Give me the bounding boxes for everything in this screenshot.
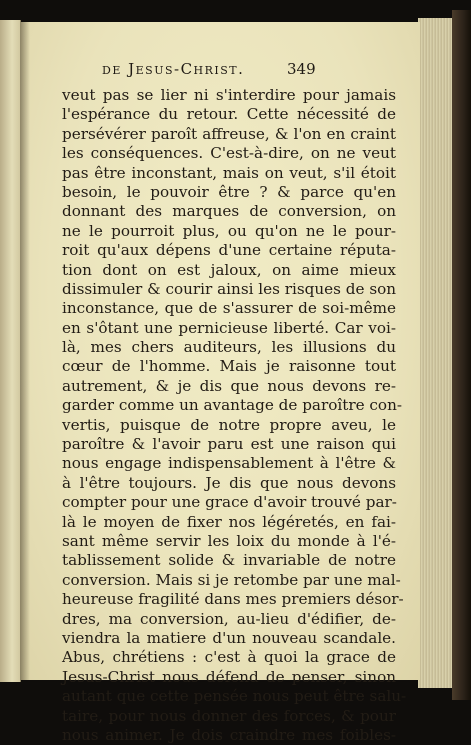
text-line: à l'être toujours. Je dis que nous devons <box>62 473 396 492</box>
text-line: ne le pourroit plus, ou qu'on ne le pour- <box>62 221 396 240</box>
text-line: compter pour une grace d'avoir trouvé par- <box>62 493 397 512</box>
text-line: tion dont on est jaloux, on aime mieux <box>62 260 396 279</box>
text-line: roit qu'aux dépens d'une certaine réputa- <box>62 241 396 260</box>
gutter-shadow <box>20 22 30 680</box>
text-line: pas être inconstant, mais on veut, s'il étoit <box>62 163 396 182</box>
text-line: viendra la matiere d'un nouveau scandale. <box>62 628 396 647</box>
facing-page-edge <box>0 20 21 682</box>
text-line: conversion. Mais si je retombe par une mal- <box>62 570 401 589</box>
body-text <box>62 86 407 745</box>
text-line: paroître & l'avoir paru est une raison qui <box>62 435 396 454</box>
text-line: nous engage indispensablement à l'être & <box>62 454 396 473</box>
running-head <box>20 60 420 82</box>
text-line: donnant des marques de conversion, on <box>62 202 396 221</box>
text-line: dres, ma conversion, au-lieu d'édifier, de- <box>62 609 396 628</box>
text-line: persévérer paroît affreuse, & l'on en craint <box>62 124 396 143</box>
text-line: Abus, chrétiens : c'est à quoi la grace de <box>62 648 396 667</box>
text-line: Jesus-Christ nous défend de penser, sinon <box>62 667 396 686</box>
text-line: besoin, le pouvoir être ? & parce qu'en <box>62 182 396 201</box>
text-line: inconstance, que de s'assurer de soi-même <box>62 299 396 318</box>
text-line: garder comme un avantage de paroître con- <box>62 396 402 415</box>
book-page <box>20 22 420 744</box>
text-line: vertis, puisque de notre propre aveu, le <box>62 415 396 434</box>
text-line: heureuse fragilité dans mes premiers désor- <box>62 590 404 609</box>
text-line: là, mes chers auditeurs, les illusions du <box>62 338 396 357</box>
text-line: l'espérance du retour. Cette nécessité de <box>62 105 396 124</box>
text-line: les conséquences. C'est-à-dire, on ne veut <box>62 144 396 163</box>
text-line: sant même servir les loix du monde à l'é- <box>62 531 396 550</box>
running-title: de Jesus-Christ. <box>102 60 245 78</box>
text-line: en s'ôtant une pernicieuse liberté. Car voi- <box>62 318 396 337</box>
page-number: 349 <box>287 60 316 78</box>
text-line: dissimuler & courir ainsi les risques de son <box>62 279 397 298</box>
text-line: tablissement solide & invariable de notre <box>62 551 396 570</box>
text-line: cœur de l'homme. Mais je raisonne tout <box>62 357 396 376</box>
text-line: taire, pour nous donner des forces, & pour <box>62 706 396 725</box>
text-line: veut pas se lier ni s'interdire pour jamais <box>62 86 396 104</box>
text-line: autrement, & je dis que nous devons re- <box>62 376 396 395</box>
text-line: nous animer. Je dois craindre mes foibles- <box>62 725 396 744</box>
text-line: là le moyen de fixer nos légéretés, en fai- <box>62 512 396 531</box>
text-line: autant que cette pensée nous peut être salu- <box>62 687 407 706</box>
book-cover-edge <box>452 10 471 700</box>
